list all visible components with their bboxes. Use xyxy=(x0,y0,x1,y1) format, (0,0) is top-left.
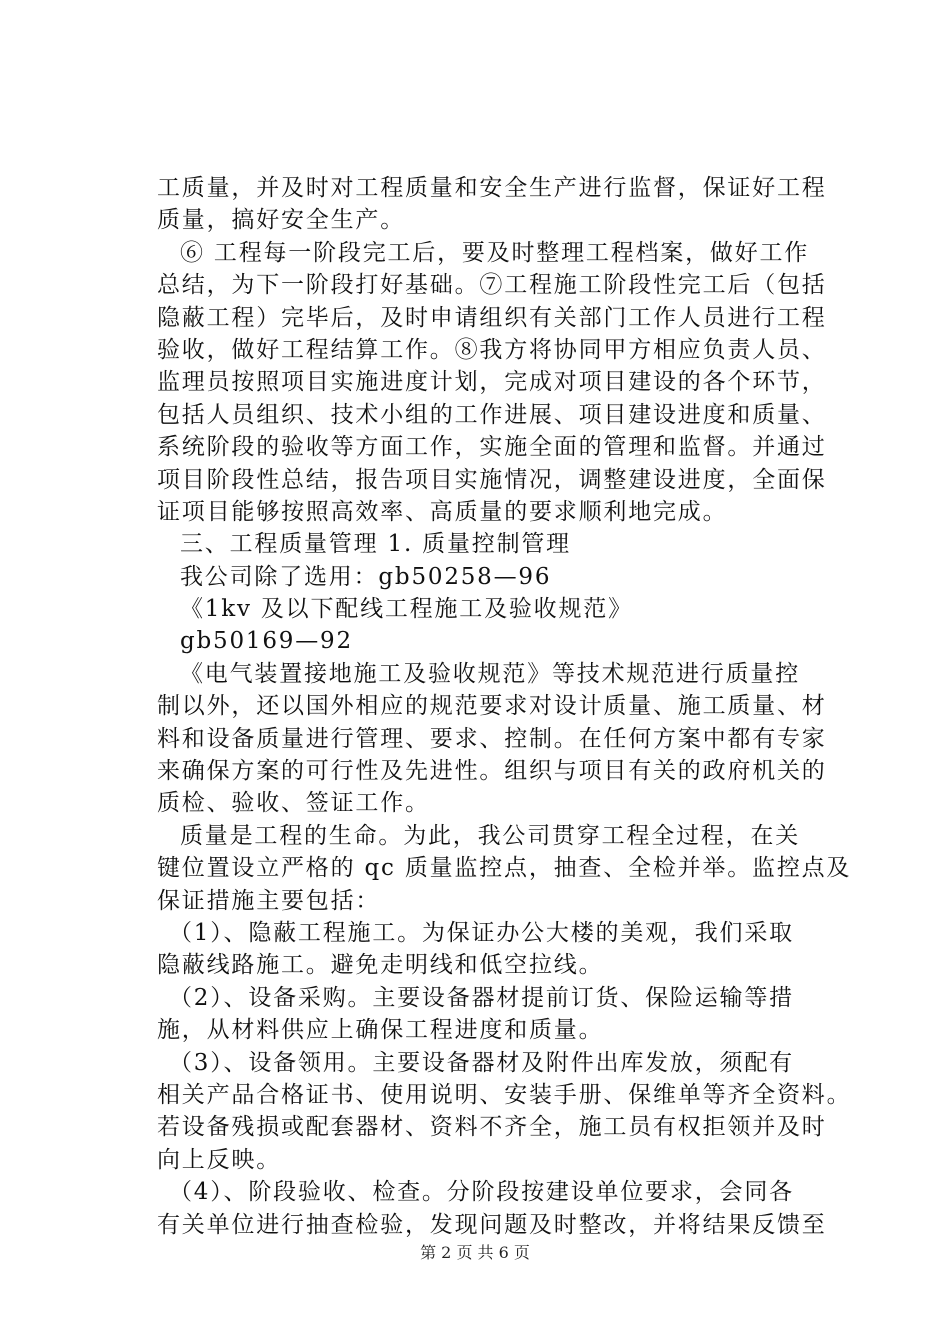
standard-title: 《1kv 及以下配线工程施工及验收规范》 xyxy=(180,596,633,623)
document-body xyxy=(157,172,852,1241)
text-line: 系统阶段的验收等方面工作，实施全面的管理和监督。并通过 xyxy=(157,434,827,461)
text-line: 包括人员组织、技术小组的工作进展、项目建设进度和质量、 xyxy=(157,401,827,428)
list-item-line: 隐蔽线路施工。避免走明线和低空拉线。 xyxy=(157,952,604,979)
list-item-line: 有关单位进行抽查检验，发现问题及时整改，并将结果反馈至 xyxy=(157,1211,827,1238)
text-line: 制以外，还以国外相应的规范要求对设计质量、施工质量、材 xyxy=(157,693,827,720)
text-line: 我公司除了选用：gb50258—96 xyxy=(180,563,552,590)
list-item-line: 施，从材料供应上确保工程进度和质量。 xyxy=(157,1017,604,1044)
text-line: 《电气装置接地施工及验收规范》等技术规范进行质量控 xyxy=(180,660,800,687)
text-line: 监理员按照项目实施进度计划，完成对项目建设的各个环节， xyxy=(157,369,827,396)
list-item-line: 若设备残损或配套器材、资料不齐全，施工员有权拒领并及时 xyxy=(157,1114,827,1141)
list-item-line: 相关产品合格证书、使用说明、安装手册、保维单等齐全资料。 xyxy=(157,1081,852,1108)
list-item-line: （3）、设备领用。主要设备器材及附件出库发放，须配有 xyxy=(169,1049,794,1076)
text-line: 保证措施主要包括： xyxy=(157,887,381,914)
text-line: 总结，为下一阶段打好基础。⑦工程施工阶段性完工后（包括 xyxy=(157,272,827,299)
text-line: 工质量，并及时对工程质量和安全生产进行监督，保证好工程 xyxy=(157,175,827,201)
text-line: 隐蔽工程）完毕后，及时申请组织有关部门工作人员进行工程 xyxy=(157,304,827,331)
text-line: 质检、验收、签证工作。 xyxy=(157,790,430,817)
standard-code: gb50169—92 xyxy=(180,628,353,655)
text-line: 验收，做好工程结算工作。⑧我方将协同甲方相应负责人员、 xyxy=(157,336,827,363)
text-line: 来确保方案的可行性及先进性。组织与项目有关的政府机关的 xyxy=(157,758,827,785)
page-number-footer: 第 2 页 共 6 页 xyxy=(420,1243,530,1262)
list-item-line: （2）、设备采购。主要设备器材提前订货、保险运输等措 xyxy=(169,984,794,1011)
text-line: 质量，搞好安全生产。 xyxy=(157,207,405,234)
list-item-line: （1）、隐蔽工程施工。为保证办公大楼的美观，我们采取 xyxy=(169,919,794,946)
section-heading: 三、工程质量管理 1. 质量控制管理 xyxy=(180,531,571,558)
text-line: 料和设备质量进行管理、要求、控制。在任何方案中都有专家 xyxy=(157,725,827,752)
text-line: 证项目能够按照高效率、高质量的要求顺利地完成。 xyxy=(157,498,728,525)
text-line: ⑥ 工程每一阶段完工后，要及时整理工程档案，做好工作 xyxy=(180,239,810,266)
text-line: 项目阶段性总结，报告项目实施情况，调整建设进度，全面保 xyxy=(157,466,827,493)
text-line: 键位置设立严格的 qc 质量监控点，抽查、全检并举。监控点及 xyxy=(157,855,852,882)
text-line: 质量是工程的生命。为此，我公司贯穿工程全过程，在关 xyxy=(180,822,800,849)
list-item-line: 向上反映。 xyxy=(157,1146,281,1173)
list-item-line: （4）、阶段验收、检查。分阶段按建设单位要求，会同各 xyxy=(169,1179,794,1206)
